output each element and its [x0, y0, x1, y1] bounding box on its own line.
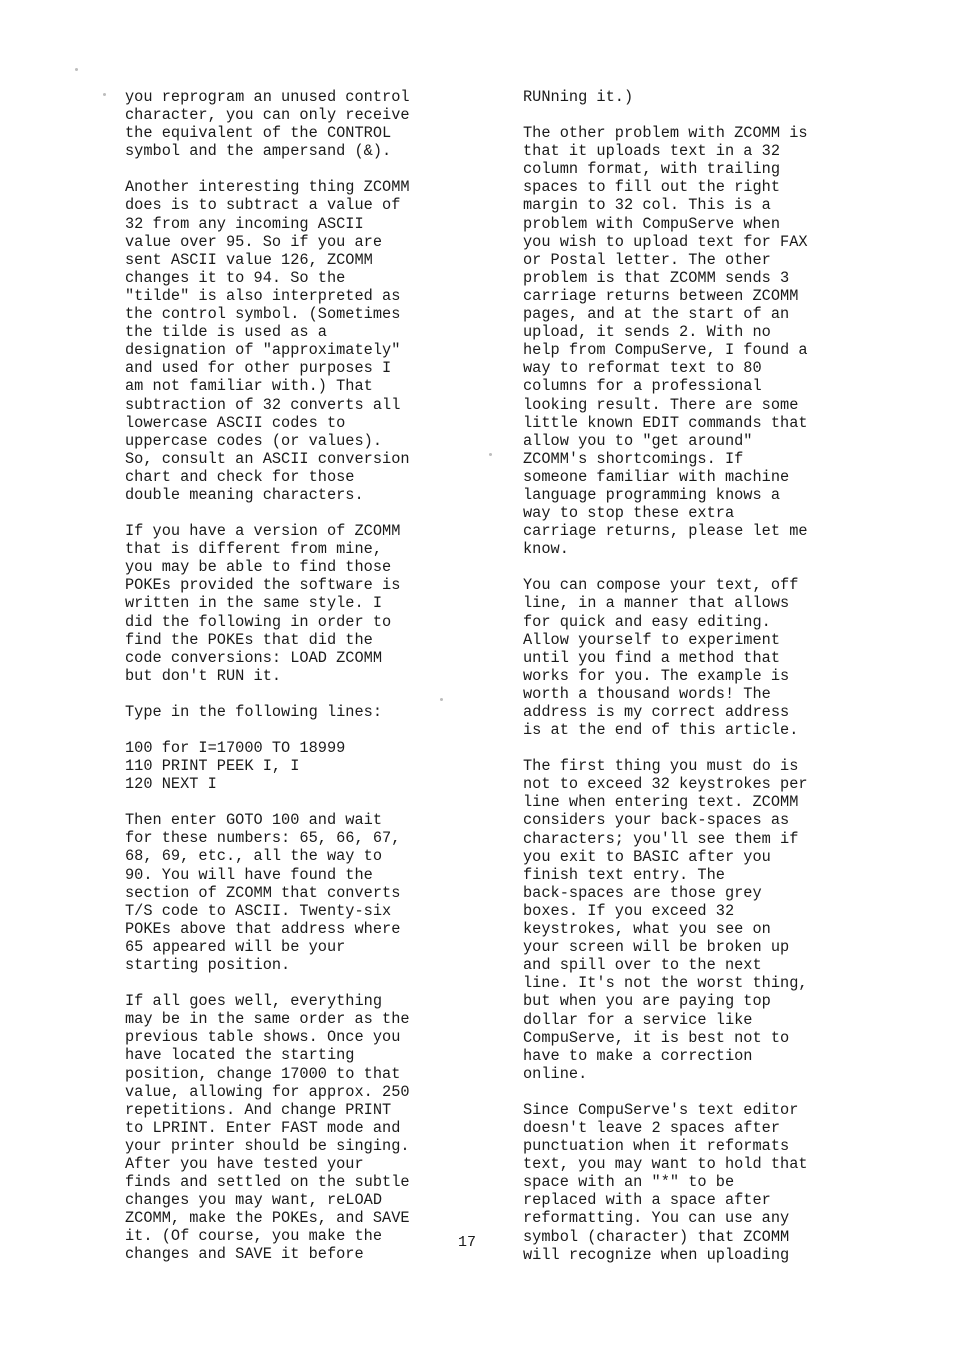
code-listing: 100 for I=17000 TO 18999 110 PRINT PEEK I, I 120 NEXT I	[125, 739, 346, 794]
paragraph: If you have a version of ZCOMM that is different from mine, you may be able to find those POKEs provided the software is written in the same style. I did the following in order to find the POKEs that did the code conversions: LOAD ZCOMM but don't RUN it.	[125, 522, 401, 685]
paragraph: The first thing you must do is not to exceed 32 keystrokes per line when entering text. ZCOMM considers your back-spaces as characters; you'll see them if you exit to BASIC after you finish text entry. The back-spaces are those grey boxes. If you exceed 32 keystrokes, what you see on your screen will be broken up and spill over to the next line. It's not the worst thing, but when you are paying top dollar for a service like CompuServe, it is best not to have to make a correction online.	[523, 757, 808, 1083]
paragraph: Type in the following lines:	[125, 702, 383, 721]
paragraph: Another interesting thing ZCOMM does is to subtract a value of 32 from any incoming ASCII value over 95. So if you are sent ASCII value 126, ZCOMM changes it to 94. So the "tilde" is also interpreted as the control symbol. (Sometimes the tilde is used as a designation of "approximately" and used for other purposes I am not familiar with.) That subtraction of 32 converts all lowercase ASCII codes to uppercase codes (or values). So, consult an ASCII conversion chart and check for those double meaning characters.	[125, 178, 410, 504]
scan-speck	[440, 698, 443, 701]
paragraph: Then enter GOTO 100 and wait for these numbers: 65, 66, 67, 68, 69, etc., all the way to 90. You will have found the section of ZCOMM that converts T/S code to ASCII. Twenty-six POKEs above that address where 65 appeared will be your starting position.	[125, 811, 401, 975]
scan-speck	[489, 453, 492, 456]
page-number: 17	[458, 1234, 477, 1251]
paragraph: RUNning it.)	[523, 88, 634, 106]
right-column	[523, 88, 831, 1282]
scan-speck	[75, 68, 78, 71]
paragraph: The other problem with ZCOMM is that it uploads text in a 32 column format, with trailing spaces to fill out the right margin to 32 col. This is a problem with CompuServe when you wish to upload text for FAX or Postal letter. The other problem is that ZCOMM sends 3 carriage returns between ZCOMM pages, and at the start of an upload, it sends 2. With no help from CompuServe, I found a way to reformat text to 80 columns for a professional looking result. There are some little known EDIT commands that allow you to "get around" ZCOMM's shortcomings. If someone familiar with machine language programming knows a way to stop these extra carriage returns, please let me know.	[523, 124, 808, 559]
scan-speck	[103, 93, 106, 96]
paragraph: you reprogram an unused control character, you can only receive the equivalent of the CONTROL symbol and the ampersand (&).	[125, 88, 410, 161]
paragraph: If all goes well, everything may be in the same order as the previous table shows. Once you have located the starting position, change 17000 to that value, allowing for approx. 250 repetitions. And change PRINT to LPRINT. Enter FAST mode and your printer should be singing. After you have tested your finds and settled on the subtle changes you may want, reLOAD ZCOMM, make the POKEs, and SAVE it. (Of course, you make the changes and SAVE it before	[125, 992, 410, 1264]
paragraph: Since CompuServe's text editor doesn't leave 2 spaces after punctuation when it reformats text, you may want to hold that space with an "*" to be replaced with a space after reformatting. You can use any symbol (character) that ZCOMM will recognize when uploading	[523, 1100, 808, 1264]
paragraph: You can compose your text, off line, in a manner that allows for quick and easy editing. Allow yourself to experiment until you find a method that works for you. The example is worth a thousand words! The address is my correct address is at the end of this article.	[523, 576, 799, 740]
left-column	[125, 88, 433, 1282]
